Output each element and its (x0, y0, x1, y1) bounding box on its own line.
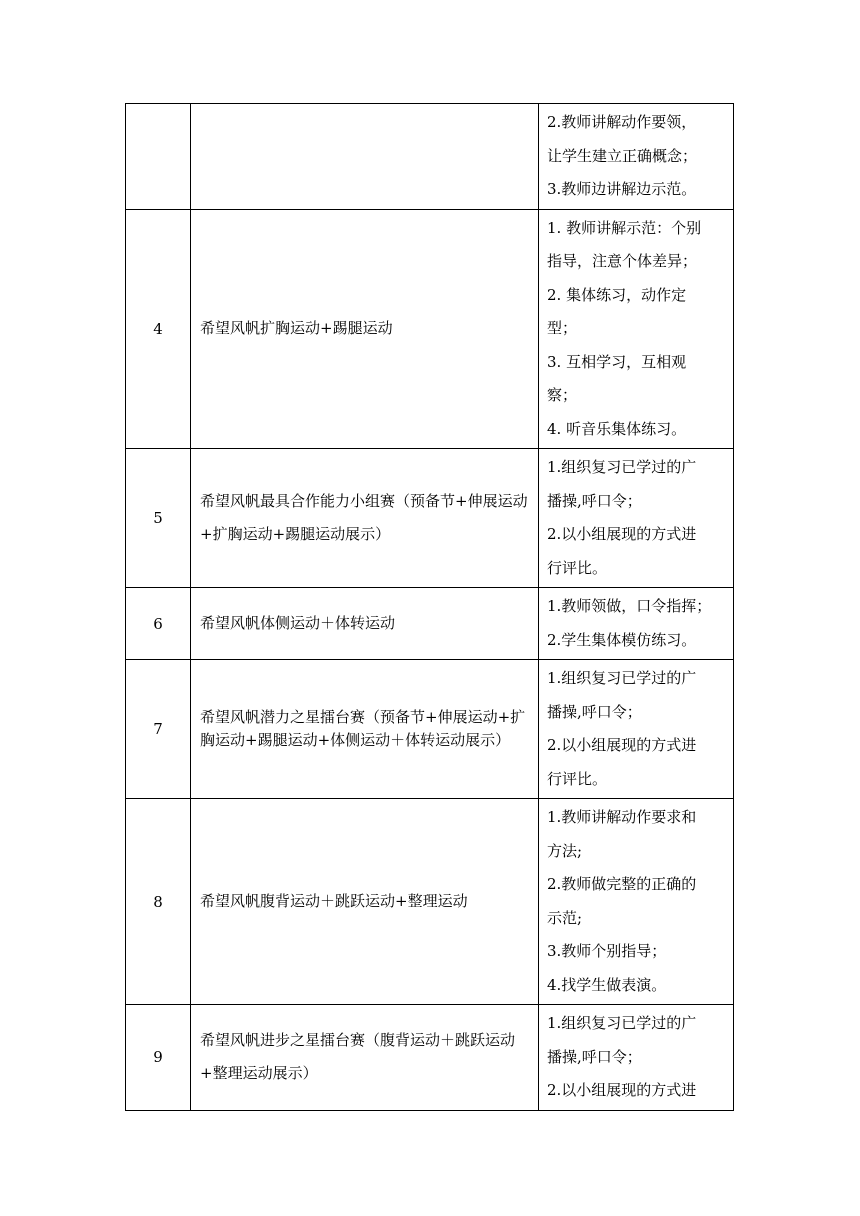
teaching-method (539, 104, 734, 210)
lesson-number: 9 (126, 1005, 191, 1111)
lesson-number: 8 (126, 799, 191, 1005)
lesson-number: 4 (126, 209, 191, 449)
table-row (126, 660, 734, 799)
lesson-content: 希望风帆扩胸运动+踢腿运动 (191, 209, 539, 449)
method-line: 2.教师做完整的正确的 (547, 875, 697, 893)
lesson-content (191, 104, 539, 210)
teaching-method (539, 588, 734, 660)
method-line: 行评比。 (547, 558, 608, 577)
method-line: 1.教师讲解动作要求和 (547, 808, 697, 826)
lesson-number: 6 (126, 588, 191, 660)
lesson-content: 希望风帆进步之星擂台赛（腹背运动＋跳跃运动+整理运动展示） (191, 1005, 539, 1111)
lesson-number: 7 (126, 660, 191, 799)
lesson-content: 希望风帆体侧运动＋体转运动 (191, 588, 539, 660)
method-line: 播操,呼口令； (547, 702, 642, 721)
table-row (126, 1005, 734, 1111)
lesson-number (126, 104, 191, 210)
method-line: 播操,呼口令； (547, 491, 642, 510)
method-line: 指导，注意个体差异； (547, 252, 698, 270)
method-line: 方法; (547, 841, 583, 860)
method-line: 3.教师边讲解边示范。 (547, 180, 697, 198)
method-line: 4.找学生做表演。 (547, 975, 667, 994)
method-line: 3. 互相学习，互相观 (547, 352, 687, 371)
teaching-method (539, 1005, 734, 1111)
table-row (126, 449, 734, 588)
method-line: 示范; (547, 908, 583, 927)
lesson-content: 希望风帆潜力之星擂台赛（预备节+伸展运动+扩胸运动+踢腿运动+体侧运动＋体转运动展示） (191, 660, 539, 799)
method-line: 1.教师领做，口令指挥； (547, 597, 712, 615)
teaching-method (539, 660, 734, 799)
method-line: 型； (547, 319, 578, 337)
method-line: 播操,呼口令； (547, 1047, 642, 1066)
method-line: 察； (547, 386, 578, 404)
table-row (126, 588, 734, 660)
lesson-number: 5 (126, 449, 191, 588)
method-line: 1.组织复习已学过的广 (547, 1014, 697, 1032)
table-row (126, 209, 734, 449)
method-line: 2.以小组展现的方式进 (547, 525, 697, 543)
method-line: 2.教师讲解动作要领， (547, 113, 697, 131)
teaching-method (539, 449, 734, 588)
method-line: 4. 听音乐集体练习。 (547, 419, 687, 438)
method-line: 2.以小组展现的方式进 (547, 736, 697, 754)
method-line: 2. 集体练习，动作定 (547, 285, 687, 304)
method-line: 1. 教师讲解示范：个别 (547, 218, 702, 237)
method-line: 1.组织复习已学过的广 (547, 669, 697, 687)
method-line: 行评比。 (547, 769, 608, 788)
method-line: 3.教师个别指导； (547, 942, 667, 960)
table-row (126, 799, 734, 1005)
method-line: 1.组织复习已学过的广 (547, 458, 697, 476)
lesson-content: 希望风帆最具合作能力小组赛（预备节+伸展运动+扩胸运动+踢腿运动展示） (191, 449, 539, 588)
teaching-method (539, 209, 734, 449)
table-row (126, 104, 734, 210)
method-line: 2.以小组展现的方式进 (547, 1081, 697, 1099)
lesson-content: 希望风帆腹背运动＋跳跃运动+整理运动 (191, 799, 539, 1005)
teaching-method (539, 799, 734, 1005)
method-line: 让学生建立正确概念； (547, 146, 698, 165)
method-line: 2.学生集体模仿练习。 (547, 630, 697, 649)
lesson-plan-table (125, 103, 734, 1111)
